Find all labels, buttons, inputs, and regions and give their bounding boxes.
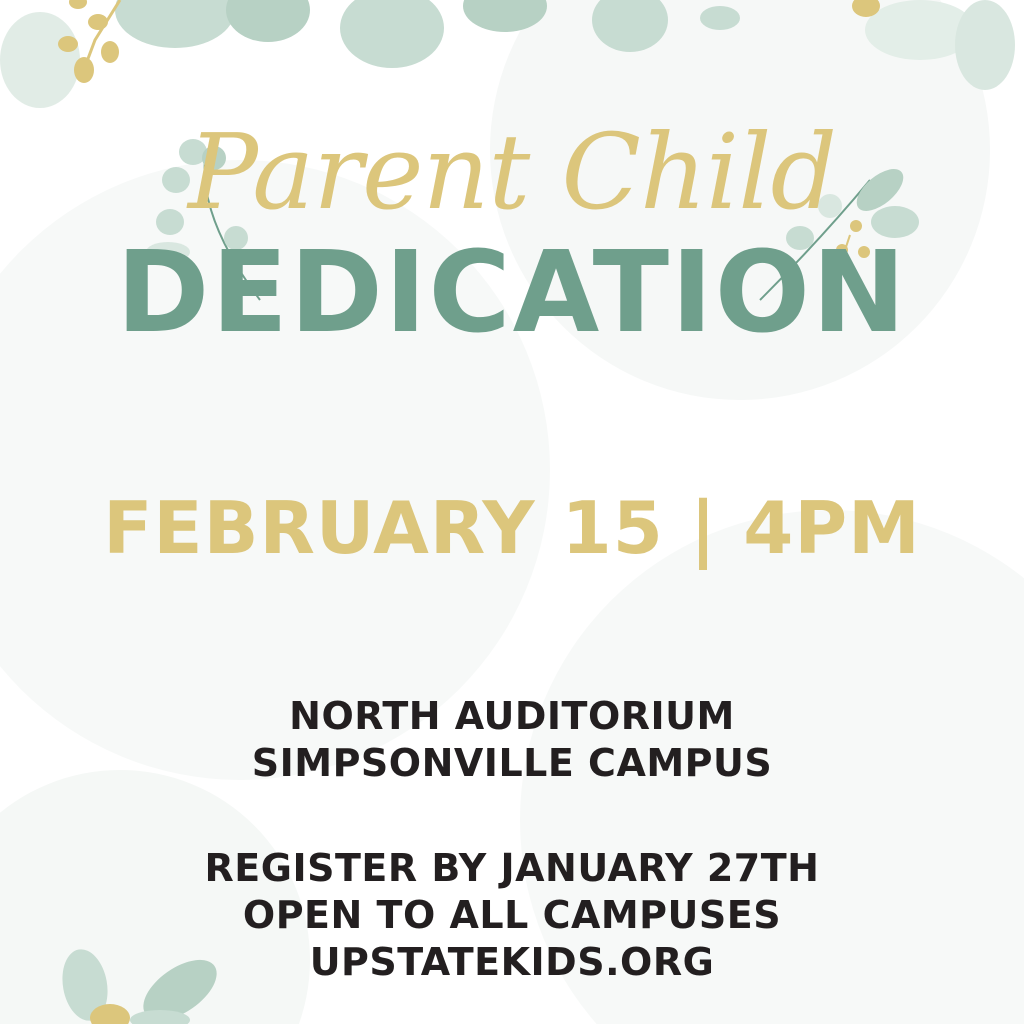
script-title: Parent Child bbox=[187, 111, 837, 233]
registration-scope: OPEN TO ALL CAMPUSES bbox=[242, 893, 782, 937]
registration-website: UPSTATEKIDS.ORG bbox=[309, 940, 715, 984]
registration-deadline: REGISTER BY JANUARY 27TH bbox=[204, 846, 820, 890]
registration-block bbox=[0, 845, 1024, 986]
event-date-time: FEBRUARY 15 | 4PM bbox=[103, 486, 921, 570]
location-line: SIMPSONVILLE CAMPUS bbox=[251, 741, 773, 785]
location-block bbox=[0, 693, 1024, 787]
block-title: DEDICATION bbox=[116, 228, 908, 358]
location-line: NORTH AUDITORIUM bbox=[289, 694, 735, 738]
